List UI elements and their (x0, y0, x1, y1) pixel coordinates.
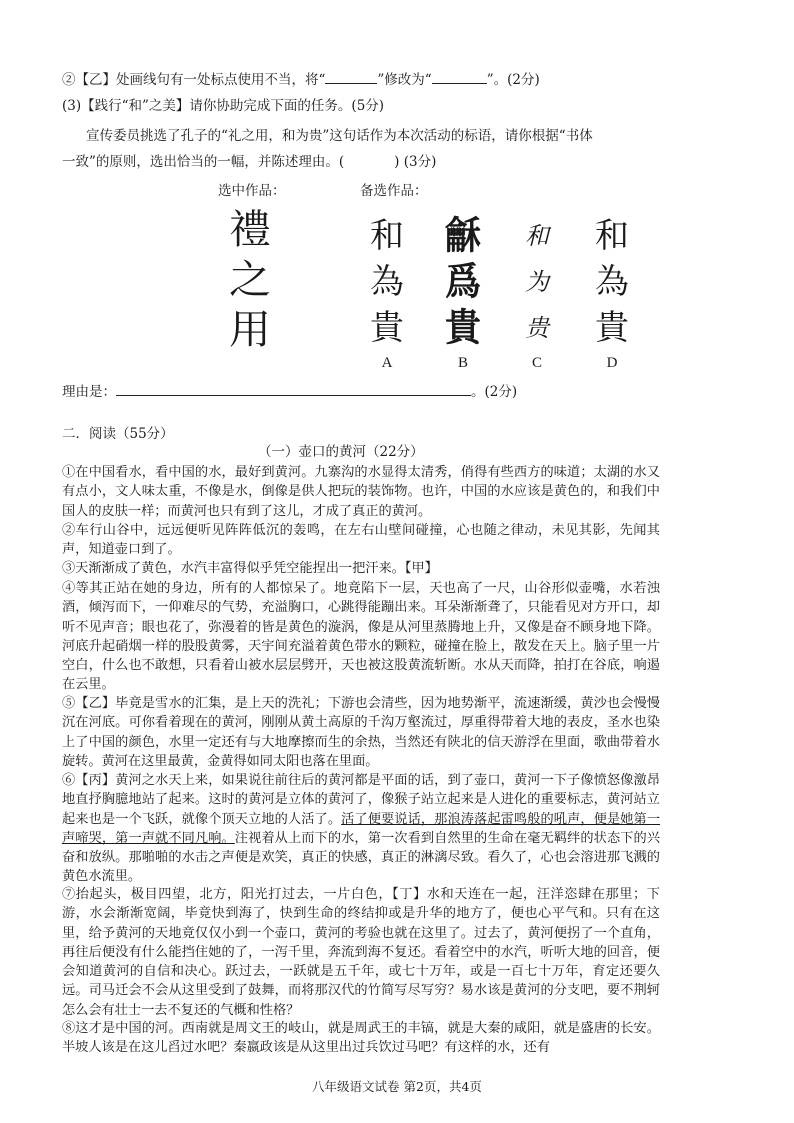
options-label: 备选作品： (360, 183, 428, 199)
reason-line (62, 382, 517, 401)
paragraph-7: ⑦抬起头，极目四望，北方，阳光打过去，一片白色，【丁】水和天连在一起，汪洋恣肆在那里；下游，水会渐渐宽阔，毕竟快到海了，快到生命的终结抑或是升华的地方了，便也心平气和。只有在这里，给予黄河的天地竟仅仅小到一个壶口，黄河的考验也就在这里了。过去了，黄河便拐了一个直角，再往后便没有什么能挡住她的了，一泻千里，奔流到海不复还。看着空中的水汽，听听大地的回音，便会知道黄河的自信和决心。跃过去，一跃就是五千年，或七十万年，或是一百七十万年，育定还要久远。司马迁会不会从这里受到了鼓舞，而将那汉代的竹简写尽写穷？易水该是黄河的分支吧，要不荆轲怎么会有壮士一去不复还的气概和性格？ (62, 887, 660, 1018)
selected-char-2: 之 (229, 257, 271, 303)
selected-char-1: 禮 (229, 207, 271, 253)
selected-char-3: 用 (229, 307, 271, 353)
question-2 (62, 70, 540, 89)
option-c[interactable] (507, 213, 567, 372)
paragraph-3: ③天渐渐成了黄色，水汽丰富得似乎凭空能捏出一把汗来。【甲】 (62, 561, 438, 576)
question-3-line1: 宣传委员挑选了孔子的“礼之用，和为贵”这句话作为本次活动的标语，请你根据“书体 (86, 128, 593, 144)
option-c-char-1: 和 (525, 222, 549, 250)
q2-blank-corrected[interactable] (432, 70, 487, 84)
article-title: （一）壶口的黄河（22分） (258, 444, 424, 460)
option-d-char-1: 和 (595, 216, 629, 256)
option-b[interactable] (433, 213, 493, 372)
q2-prefix: ②【乙】处画线句有一处标点使用不当，将“ (62, 72, 326, 88)
option-d-char-3: 貴 (595, 308, 629, 348)
option-b-char-1: 龢 (444, 213, 481, 259)
question-3-title: (3)【践行“和”之美】请你协助完成下面的任务。(5分) (62, 98, 385, 114)
paragraph-6 (62, 771, 660, 887)
q2-blank-original[interactable] (325, 70, 377, 84)
option-a-char-1: 和 (370, 216, 404, 256)
option-d-char-2: 為 (595, 262, 629, 302)
option-b-char-2: 爲 (444, 259, 481, 305)
selected-calligraphy (220, 205, 280, 355)
option-a[interactable] (357, 213, 417, 372)
option-a-char-2: 為 (370, 262, 404, 302)
option-c-letter: C (531, 355, 542, 371)
option-b-letter: B (457, 355, 468, 371)
paragraph-1: ①在中国看水，看中国的水，最好到黄河。九寨沟的水显得太清秀，俏得有些西方的味道；太湖的水又有点小，文人味太重，不像是水，倒像是供人把玩的装饰物。也许，中国的水应该是黄色的，和我们中国人的皮肤一样；而黄河也只有到了这儿，才成了真正的黄河。 (62, 465, 660, 519)
paragraph-6-part1: ⑥【丙】黄河之水天上来，如果说往前往后的黄河都是平面的话，到了壶口，黄河一下子像愤怒像激昂地直抒胸臆地站了起来。这时的黄河是立体的黄河了，像猴子站立起来是人进化的重要标志，黄河站立起来也是一个飞跃，就像个顶天立地的人活了。 (62, 773, 660, 827)
reason-label: 理由是： (62, 384, 116, 400)
option-c-char-3: 贵 (525, 314, 549, 342)
paragraph-5: ⑤【乙】毕竟是雪水的汇集，是上天的洗礼；下游也会清些，因为地势渐平，流速渐缓，黄沙也会慢慢沉在河底。可你看着现在的黄河，刚刚从黄土高原的千沟万壑流过，厚重得带着大地的表皮，圣水也染上了中国的颜色，水里一定还有与大地摩擦而生的余热，当然还有陕北的信天游浮在里面，歌曲带着水旋转。黄河在这里最黄，金黄得如同太阳也落在里面。 (62, 696, 660, 769)
option-a-char-3: 貴 (370, 308, 404, 348)
page-footer: 八年级语文试卷 第2页，共4页 (312, 1079, 482, 1094)
option-d-letter: D (606, 355, 618, 371)
option-a-letter: A (381, 355, 393, 371)
underlined-sentence: 活了便要说话，那浪涛落起雷鸣般的吼声，便是她第一声啼哭，第一声就不同凡响。 (62, 811, 661, 846)
reason-blank[interactable] (116, 382, 471, 396)
paragraph-8: ⑧这才是中国的河。西南就是周文王的岐山，就是周武王的丰镐，就是大秦的咸阳，就是盛唐的长安。半坡人该是在这儿舀过水吧？秦嬴政该是从这里出过兵饮过马吧？有这样的水，还有 (62, 1021, 660, 1056)
q3-score: ) (3分) (394, 154, 437, 170)
selected-label: 选中作品： (218, 183, 286, 199)
question-3-line2 (62, 153, 436, 171)
paragraph-6-part2: 注视着从上而下的水，第一次看到自然里的生命在毫无羁绊的状态下的兴奋和放纵。那啪啪的水击之声便是欢笑，真正的快感，真正的淋漓尽致。看久了，心也会溶进那飞溅的黄色水流里。 (62, 830, 661, 885)
q3-line2-text: 一致”的原则，选出恰当的一幅，并陈述理由。( (62, 154, 345, 170)
q2-suffix: ”。(2分) (486, 72, 540, 88)
option-c-char-2: 为 (525, 268, 549, 296)
option-d[interactable] (582, 213, 642, 372)
option-b-char-3: 貴 (444, 305, 481, 351)
section-title: 二．阅读（55分） (62, 426, 174, 442)
paragraph-4: ④等其正站在她的身边，所有的人都惊呆了。地竟陷下一层，天也高了一尺，山谷形似壶嘴，水若浊酒，倾泻而下，一仰难尽的气势，充溢胸口，心跳得能蹦出来。耳朵渐渐聋了，只能看见对方开口，却听不见声音；眼也花了，弥漫着的皆是黄色的漩涡，像是从河里蒸腾地上升，又像是奋不顾身地下降。河底升起硝烟一样的股股黄雾，天宇间充溢着黄色带水的颗粒，碰撞在脸上，散发在天上。脑子里一片空白，什么也不敢想，只看着山被水层层劈开，天也被这股黄流斩断。水从天而降，拍打在谷底，响遏在云里。 (62, 581, 660, 693)
paragraph-2: ②车行山谷中，远远便听见阵阵低沉的轰鸣，在左右山壁间碰撞，心也随之律动，未见其影，先闻其声，知道壶口到了。 (62, 523, 660, 558)
reason-score: 。(2分) (471, 384, 518, 400)
q2-mid: ”修改为“ (377, 72, 432, 88)
